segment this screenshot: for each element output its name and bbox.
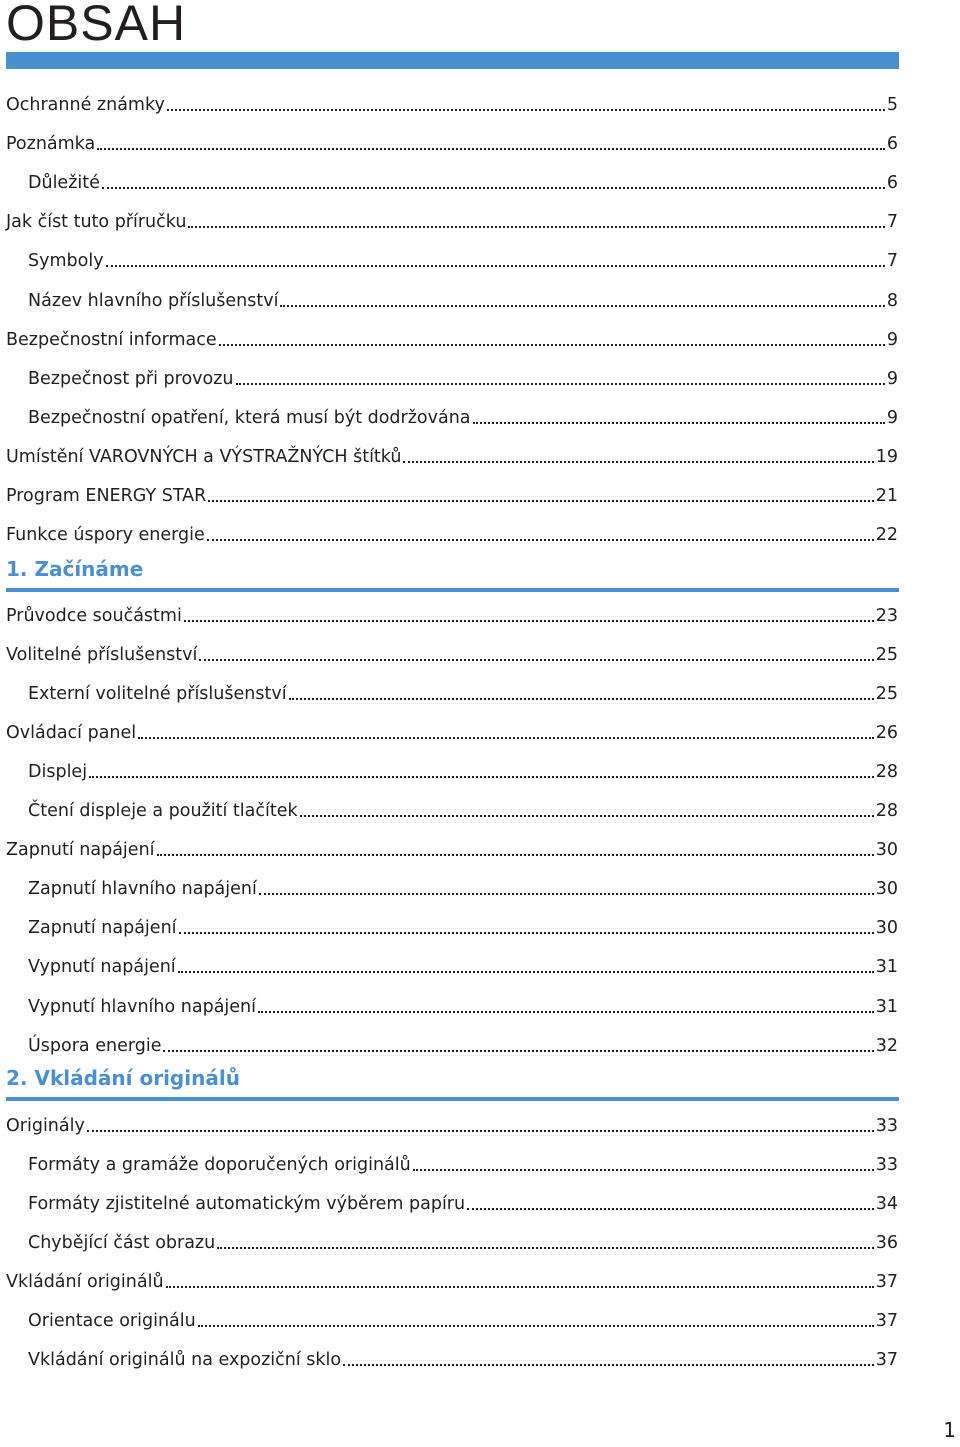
toc-entry[interactable]: [28, 399, 898, 429]
toc-entry-label: Bezpečnostní informace: [6, 329, 217, 350]
dot-leader: [289, 698, 874, 700]
toc-entry-page: 21: [875, 486, 898, 506]
toc-entry-label: Bezpečnostní opatření, která musí být dodržována: [28, 407, 471, 428]
dot-leader: [198, 1325, 874, 1327]
toc-entry-label: Čtení displeje a použití tlačítek: [28, 801, 298, 822]
toc-entry-page: 26: [875, 723, 898, 744]
toc-entry[interactable]: [6, 597, 898, 627]
toc-entry[interactable]: [6, 86, 898, 116]
toc-entry[interactable]: [6, 438, 898, 468]
toc-entry[interactable]: [28, 1146, 898, 1176]
chapter-heading[interactable]: [6, 556, 899, 588]
toc-entry-label: Zapnutí napájení: [6, 840, 155, 861]
toc-entry-page: 34: [875, 1194, 898, 1215]
toc-entry-label: Externí volitelné příslušenství: [28, 684, 287, 705]
toc-entry[interactable]: [6, 321, 898, 351]
toc-entry-page: 6: [886, 173, 898, 194]
dot-leader: [208, 500, 873, 502]
toc-entry-page: 6: [886, 134, 898, 155]
toc-entry-label: Ochranné známky: [6, 95, 165, 115]
toc-entry-label: Formáty zjistitelné automatickým výběrem papíru: [28, 1194, 466, 1215]
toc-entry[interactable]: [28, 242, 898, 272]
toc-entry-label: Formáty a gramáže doporučených originálů: [28, 1155, 411, 1176]
chapter-rule: [6, 588, 899, 592]
toc-entry[interactable]: [28, 1027, 898, 1057]
toc-entry-label: Vypnutí hlavního napájení: [28, 996, 257, 1017]
toc-entry[interactable]: [6, 831, 898, 861]
dot-leader: [188, 226, 884, 228]
toc-entry-label: Originály: [6, 1116, 85, 1136]
toc-entry-page: 33: [875, 1155, 898, 1176]
dot-leader: [179, 932, 874, 934]
toc-entry-label: Symboly: [28, 251, 104, 272]
toc-entry-label: Ovládací panel: [6, 723, 137, 744]
toc-entry-label: Úspora energie: [28, 1035, 162, 1056]
dot-leader: [280, 305, 884, 307]
toc-entry[interactable]: [28, 282, 898, 312]
toc-entry-page: 9: [886, 368, 898, 389]
dot-leader: [166, 1286, 874, 1288]
dot-leader: [178, 971, 874, 973]
toc-entry-label: Průvodce součástmi: [6, 606, 182, 626]
toc-entry[interactable]: [28, 988, 898, 1018]
chapter-rule: [6, 1097, 899, 1101]
toc-entry[interactable]: [6, 1107, 898, 1137]
toc-entry-page: 31: [875, 996, 898, 1017]
dot-leader: [184, 620, 874, 622]
toc-entry[interactable]: [6, 203, 898, 233]
toc-entry-label: Jak číst tuto příručku: [6, 212, 187, 233]
toc-entry-page: 22: [875, 525, 898, 546]
chapter-heading-text: 1. Začínáme: [6, 557, 144, 581]
toc-entry-label: Vypnutí napájení: [28, 957, 176, 978]
dot-leader: [207, 539, 874, 541]
toc-entry[interactable]: [28, 675, 898, 705]
toc-entry-page: 5: [886, 95, 898, 115]
toc-entry-page: 33: [875, 1116, 898, 1136]
dot-leader: [97, 148, 885, 150]
toc-entry-page: 9: [886, 407, 898, 428]
toc-entry-page: 25: [875, 684, 898, 705]
dot-leader: [138, 737, 874, 739]
toc-entry-label: Orientace originálu: [28, 1311, 196, 1332]
toc-entry[interactable]: [28, 1224, 898, 1254]
toc-entry-page: 7: [886, 251, 898, 272]
toc-entry-page: 37: [875, 1311, 898, 1332]
toc-entry-label: Vkládání originálů: [6, 1272, 164, 1293]
dot-leader: [403, 461, 873, 463]
toc-entry-page: 25: [875, 645, 898, 666]
toc-entry[interactable]: [28, 164, 898, 194]
dot-leader: [106, 265, 885, 267]
toc-entry-label: Bezpečnost při provozu: [28, 368, 234, 389]
toc-entry[interactable]: [28, 1185, 898, 1215]
toc-entry-page: 30: [875, 879, 898, 900]
toc-entry-page: 8: [886, 290, 898, 311]
toc-entry-page: 23: [875, 606, 898, 626]
toc-entry-label: Vkládání originálů na expoziční sklo: [28, 1350, 342, 1371]
dot-leader: [87, 1130, 874, 1132]
toc-entry-label: Displej: [28, 762, 88, 783]
toc-entry-label: Zapnutí hlavního napájení: [28, 879, 257, 900]
toc-entry-label: Název hlavního příslušenství: [28, 290, 279, 311]
toc-entry[interactable]: [28, 870, 898, 900]
dot-leader: [473, 422, 885, 424]
dot-leader: [217, 1247, 874, 1249]
toc-entry[interactable]: [28, 909, 898, 939]
toc-entry-label: Důležité: [28, 173, 100, 194]
toc-entry-label: Chybějící část obrazu: [28, 1233, 216, 1254]
toc-entry-page: 28: [875, 762, 898, 783]
toc-entry-label: Zapnutí napájení: [28, 918, 177, 939]
page-title: OBSAH: [6, 0, 187, 51]
toc-entry-page: 9: [886, 329, 898, 350]
toc-entry-page: 7: [886, 212, 898, 233]
dot-leader: [258, 1011, 874, 1013]
toc-entry[interactable]: [28, 792, 898, 822]
toc-entry[interactable]: [6, 636, 898, 666]
toc-entry-page: 37: [875, 1272, 898, 1293]
toc-entry[interactable]: [6, 477, 898, 507]
toc-entry[interactable]: [6, 1263, 898, 1293]
dot-leader: [157, 854, 874, 856]
toc-entry[interactable]: [6, 125, 898, 155]
toc-entry-label: Funkce úspory energie: [6, 525, 205, 546]
toc-entry-page: 28: [875, 801, 898, 822]
toc-entry-page: 30: [875, 918, 898, 939]
dot-leader: [89, 776, 874, 778]
dot-leader: [300, 815, 874, 817]
dot-leader: [219, 344, 885, 346]
toc-entry-label: Umístění VAROVNÝCH a VÝSTRAŽNÝCH štítků: [6, 446, 402, 467]
toc-entry-page: 36: [875, 1233, 898, 1254]
toc-entry-page: 32: [875, 1035, 898, 1056]
toc-entry-label: Poznámka: [6, 134, 96, 155]
dot-leader: [467, 1208, 874, 1210]
dot-leader: [167, 109, 885, 111]
toc-entry[interactable]: [6, 516, 898, 546]
toc-entry-page: 37: [875, 1350, 898, 1371]
dot-leader: [259, 893, 874, 895]
toc-entry[interactable]: [28, 753, 898, 783]
toc-entry-label: Program ENERGY STAR: [6, 486, 207, 506]
dot-leader: [163, 1050, 873, 1052]
toc-entry[interactable]: [6, 714, 898, 744]
dot-leader: [413, 1169, 874, 1171]
chapter-heading-text: 2. Vkládání originálů: [6, 1066, 240, 1090]
toc-entry[interactable]: [28, 1341, 898, 1371]
page-number: 1: [943, 1418, 956, 1442]
toc-entry[interactable]: [28, 1302, 898, 1332]
dot-leader: [102, 187, 885, 189]
toc-entry-label: Volitelné příslušenství: [6, 645, 198, 666]
title-underline-bar: [6, 52, 899, 69]
toc-entry[interactable]: [28, 948, 898, 978]
toc-entry-page: 19: [875, 446, 898, 467]
dot-leader: [343, 1364, 874, 1366]
chapter-heading[interactable]: [6, 1065, 899, 1097]
toc-entry[interactable]: [28, 360, 898, 390]
toc-entry-page: 30: [875, 840, 898, 861]
dot-leader: [199, 659, 873, 661]
toc-entry-page: 31: [875, 957, 898, 978]
dot-leader: [236, 383, 885, 385]
